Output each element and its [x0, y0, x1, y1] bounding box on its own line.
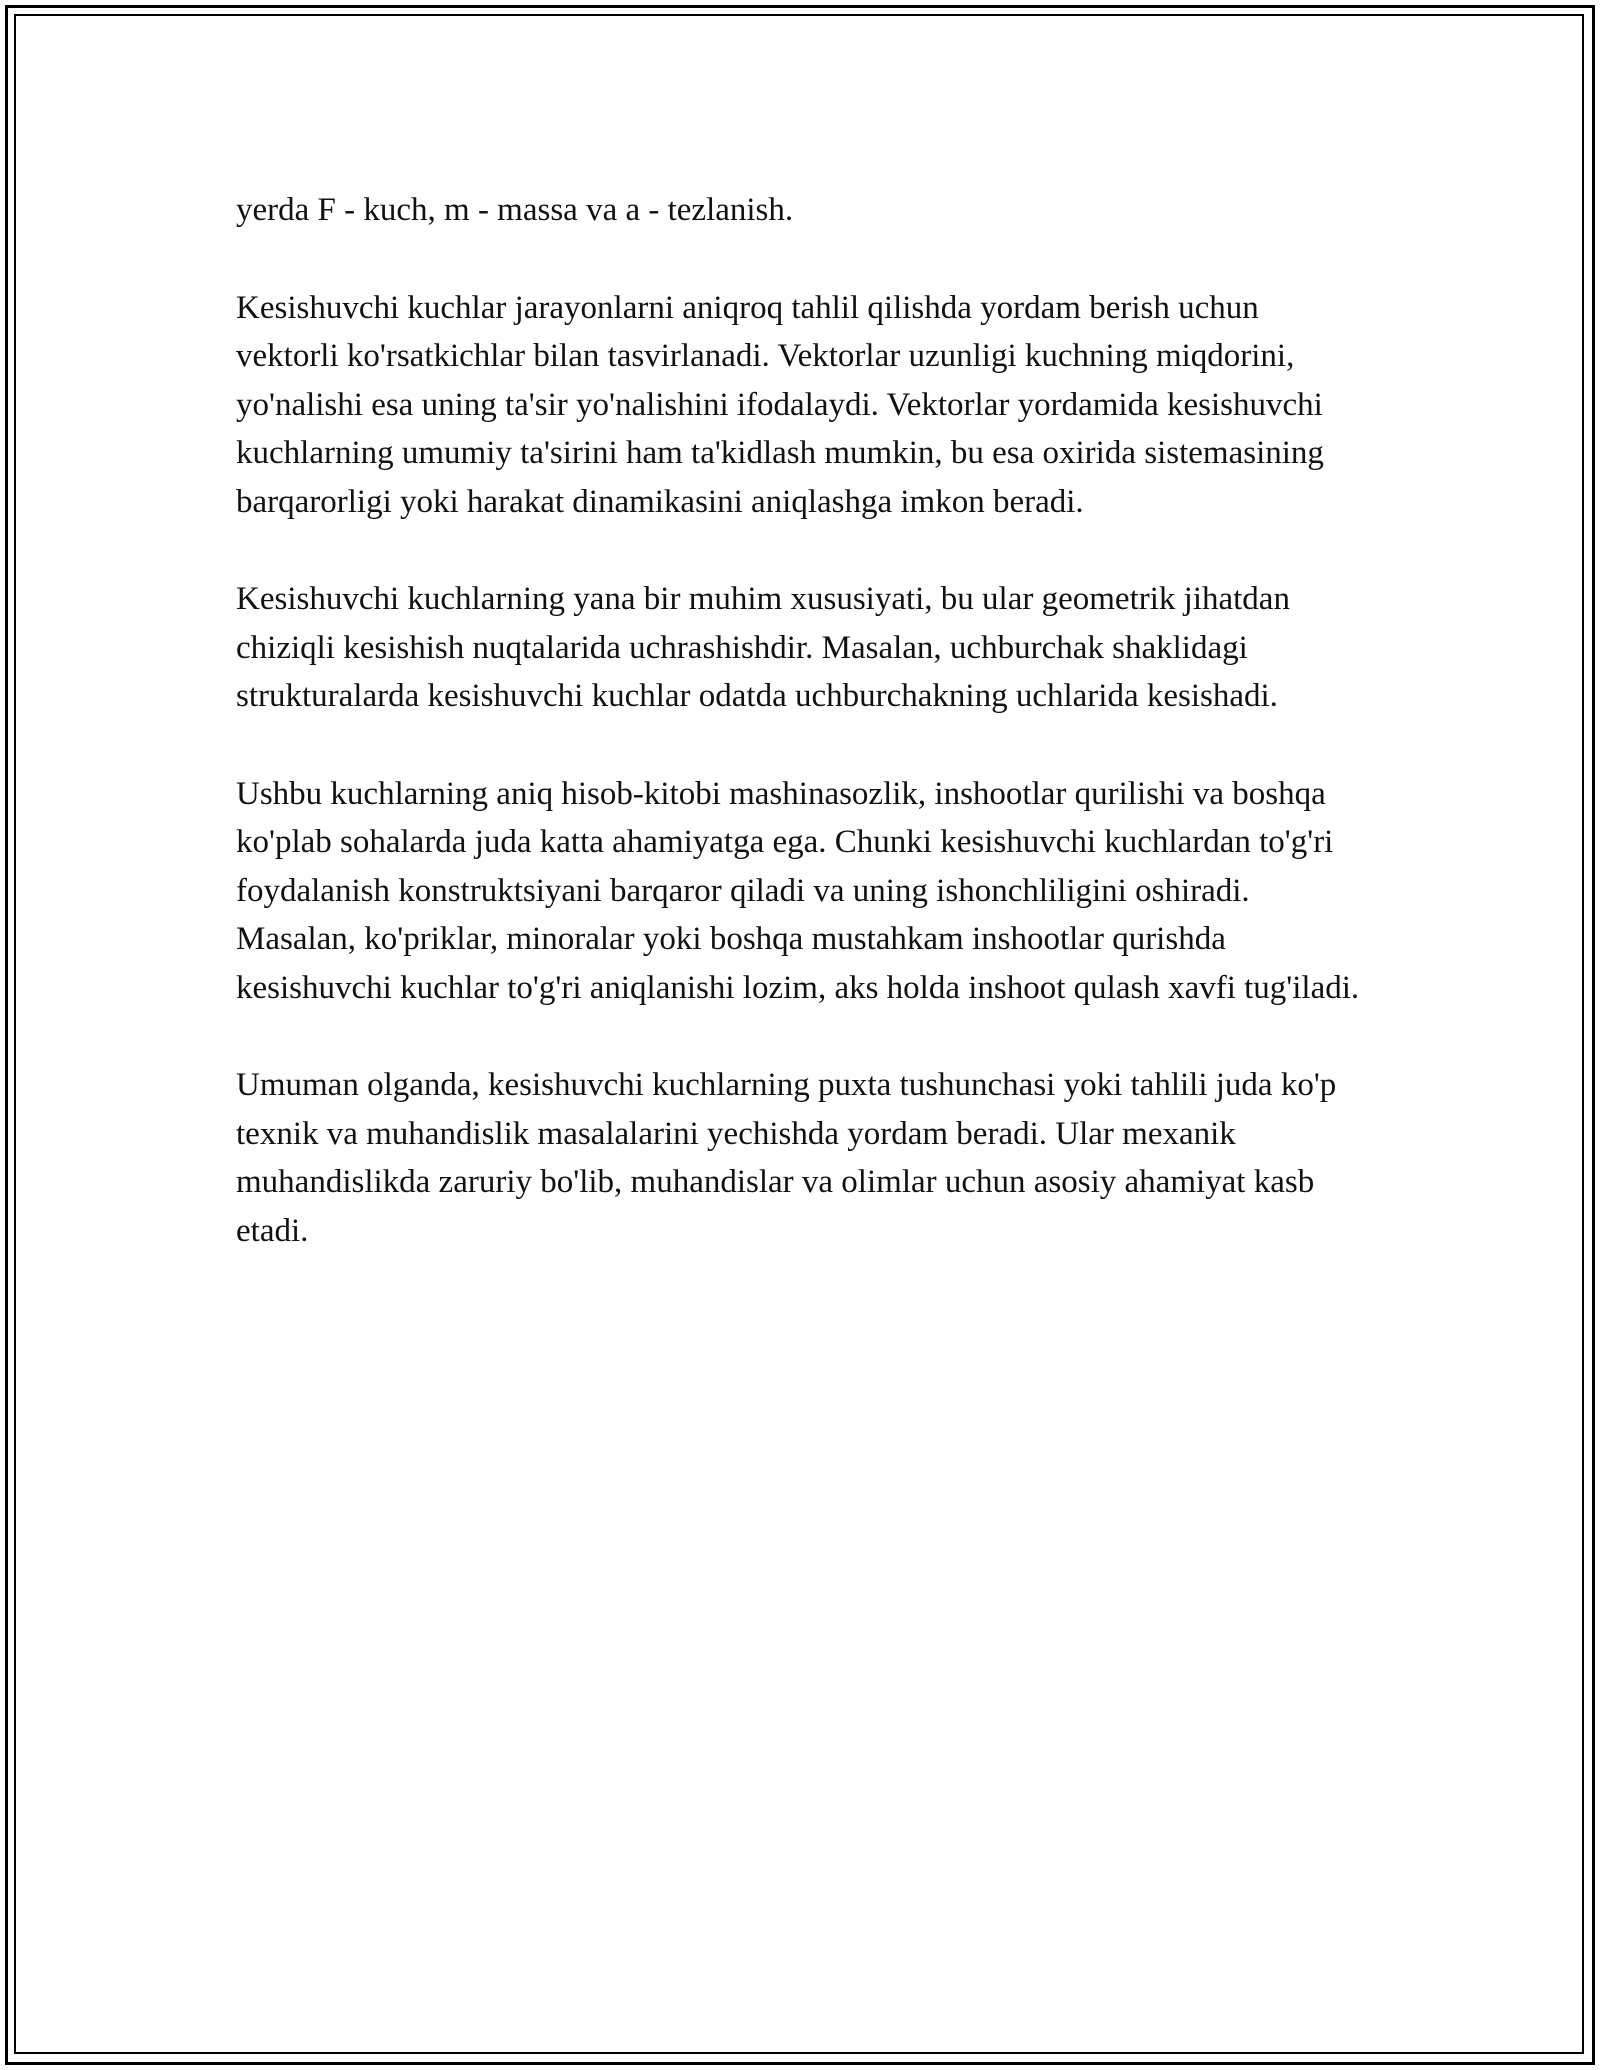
paragraph-vectors: Kesishuvchi kuchlar jarayonlarni aniqroq tahlil qilishda yordam berish uchun vektorli ko'rsatkichlar bilan tasvirlanadi. Vektorlar uzunligi kuchning miqdorini, yo'nalishi esa uning ta'sir yo'nalishini ifodalaydi. Vektorlar yordamida kesishuvchi kuchlarning umumiy ta'sirini ham ta'kidlash mumkin, bu esa oxirida sistemasining barqarorligi yoki harakat dinamikasini aniqlashga imkon beradi. [236, 289, 1324, 520]
paragraph-geometric-property: Kesishuvchi kuchlarning yana bir muhim xususiyati, bu ular geometrik jihatdan chiziqli kesishish nuqtalarida uchrashishdir. Masalan, uchburchak shaklidagi strukturalarda kesishuvchi kuchlar odatda uchburchakning uchlarida kesishadi. [236, 581, 1290, 714]
document-body [236, 186, 1366, 1304]
paragraph-calculation-importance: Ushbu kuchlarning aniq hisob-kitobi mashinasozlik, inshootlar qurilishi va boshqa ko'plab sohalarda juda katta ahamiyatga ega. Chunki kesishuvchi kuchlardan to'g'ri foydalanish konstruktsiyani barqaror qiladi va uning ishonchliligini oshiradi. Masalan, ko'priklar, minoralar yoki boshqa mustahkam inshootlar qurishda kesishuvchi kuchlar to'g'ri aniqlanishi lozim, aks holda inshoot qulash xavfi tug'iladi. [236, 775, 1360, 1006]
paragraph-formula-legend: yerda F - kuch, m - massa va a - tezlanish. [236, 192, 794, 228]
paragraph-conclusion: Umuman olganda, kesishuvchi kuchlarning puxta tushunchasi yoki tahlili juda ko'p texnik va muhandislik masalalarini yechishda yordam beradi. Ular mexanik muhandislikda zaruriy bo'lib, muhandislar va olimlar uchun asosiy ahamiyat kasb etadi. [236, 1067, 1337, 1249]
